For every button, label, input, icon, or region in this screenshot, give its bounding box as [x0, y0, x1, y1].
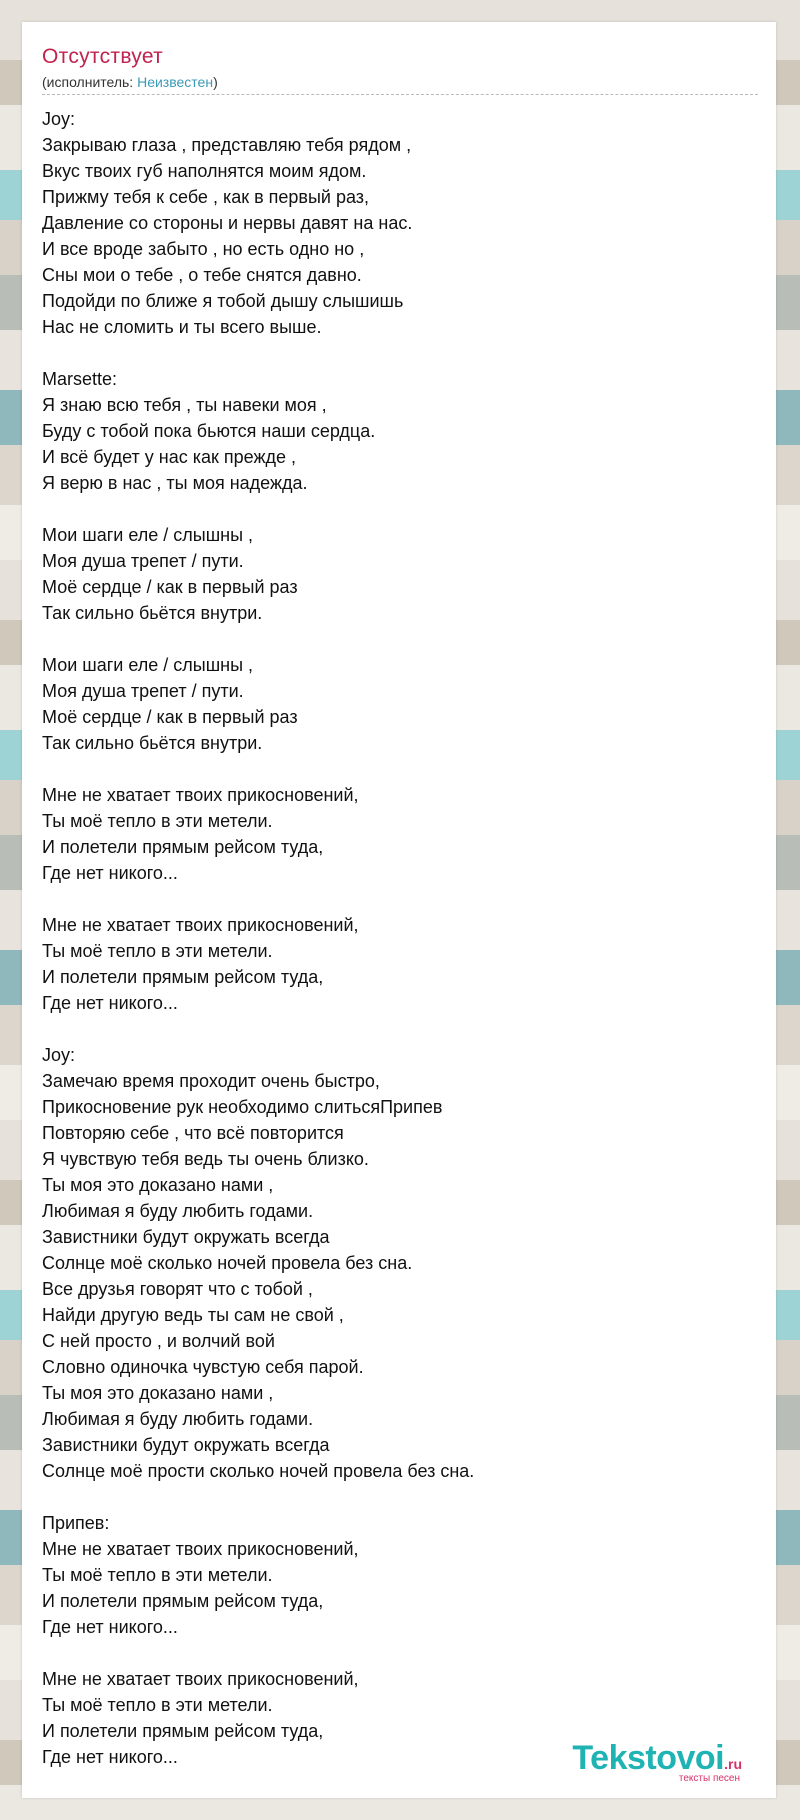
- lyric-line: Завистники будут окружать всегда: [42, 1435, 330, 1455]
- lyric-line: [42, 1640, 758, 1666]
- lyrics-text: [42, 106, 758, 1770]
- lyric-line: И полетели прямым рейсом туда,: [42, 1591, 324, 1611]
- lyric-line: Ты моё тепло в эти метели.: [42, 941, 273, 961]
- artist-line: [42, 72, 758, 92]
- lyric-line: Мне не хватает твоих прикосновений,: [42, 915, 359, 935]
- lyric-line: Вкус твоих губ наполнятся моим ядом.: [42, 161, 367, 181]
- lyric-line: И полетели прямым рейсом туда,: [42, 837, 324, 857]
- artist-link[interactable]: Неизвестен: [137, 74, 214, 90]
- lyric-line: Давление со стороны и нервы давят на нас.: [42, 213, 413, 233]
- song-title: Отсутствует: [42, 45, 164, 68]
- lyric-line: [42, 756, 758, 782]
- lyric-line: Найди другую ведь ты сам не свой ,: [42, 1305, 344, 1325]
- lyric-line: Joy:: [42, 1045, 76, 1065]
- lyric-line: [42, 496, 758, 522]
- song-header: [42, 42, 758, 95]
- lyric-line: [42, 1016, 758, 1042]
- lyric-line: С ней просто , и волчий вой: [42, 1331, 275, 1351]
- lyric-line: Любимая я буду любить годами.: [42, 1201, 314, 1221]
- lyric-line: Мне не хватает твоих прикосновений,: [42, 1669, 359, 1689]
- lyric-line: И полетели прямым рейсом туда,: [42, 967, 324, 987]
- lyric-line: Где нет никого...: [42, 1747, 178, 1767]
- lyric-line: Замечаю время проходит очень быстро,: [42, 1071, 380, 1091]
- lyric-line: Я знаю всю тебя , ты навеки моя ,: [42, 395, 327, 415]
- lyric-line: И всё будет у нас как прежде ,: [42, 447, 297, 467]
- lyric-line: Так сильно бьётся внутри.: [42, 733, 263, 753]
- lyric-line: Закрываю глаза , представляю тебя рядом ,: [42, 135, 412, 155]
- lyric-line: Где нет никого...: [42, 863, 178, 883]
- site-logo[interactable]: [572, 1741, 742, 1784]
- lyric-line: Где нет никого...: [42, 1617, 178, 1637]
- lyric-line: Подойди по ближе я тобой дышу слышишь: [42, 291, 404, 311]
- lyric-line: Буду с тобой пока бьются наши сердца.: [42, 421, 376, 441]
- lyric-line: И все вроде забыто , но есть одно но ,: [42, 239, 365, 259]
- lyric-line: Joy:: [42, 109, 76, 129]
- logo-tagline: тексты песен: [678, 1773, 740, 1784]
- lyric-line: Сны мои о тебе , о тебе снятся давно.: [42, 265, 362, 285]
- lyric-line: И полетели прямым рейсом туда,: [42, 1721, 324, 1741]
- lyric-line: Солнце моё прости сколько ночей провела без сна.: [42, 1461, 475, 1481]
- lyric-line: [42, 886, 758, 912]
- lyric-line: Солнце моё сколько ночей провела без сна.: [42, 1253, 413, 1273]
- lyric-line: Припев:: [42, 1513, 110, 1533]
- lyric-line: [42, 1484, 758, 1510]
- lyric-line: Так сильно бьётся внутри.: [42, 603, 263, 623]
- lyric-line: Мои шаги еле / слышны ,: [42, 655, 254, 675]
- lyric-line: Моё сердце / как в первый раз: [42, 577, 298, 597]
- lyric-line: [42, 340, 758, 366]
- lyric-line: Нас не сломить и ты всего выше.: [42, 317, 322, 337]
- artist-prefix: (исполнитель:: [42, 74, 138, 90]
- lyric-line: Ты моя это доказано нами ,: [42, 1383, 274, 1403]
- lyrics-page: [22, 22, 776, 1798]
- logo-tld: .ru: [724, 1756, 742, 1772]
- lyric-line: Прикосновение рук необходимо слитьсяПрипев: [42, 1097, 443, 1117]
- lyric-line: Ты моё тепло в эти метели.: [42, 811, 273, 831]
- lyric-line: Моя душа трепет / пути.: [42, 681, 244, 701]
- lyric-line: Ты моё тепло в эти метели.: [42, 1565, 273, 1585]
- lyric-line: Я чувствую тебя ведь ты очень близко.: [42, 1149, 369, 1169]
- artist-suffix: ): [213, 74, 218, 90]
- lyric-line: Где нет никого...: [42, 993, 178, 1013]
- logo-name: Tekstovoi: [572, 1739, 725, 1777]
- lyric-line: Моя душа трепет / пути.: [42, 551, 244, 571]
- lyric-line: Ты моё тепло в эти метели.: [42, 1695, 273, 1715]
- lyric-line: Я верю в нас , ты моя надежда.: [42, 473, 308, 493]
- lyric-line: [42, 626, 758, 652]
- lyric-line: Все друзья говорят что с тобой ,: [42, 1279, 313, 1299]
- lyric-line: Завистники будут окружать всегда: [42, 1227, 330, 1247]
- lyric-line: Мне не хватает твоих прикосновений,: [42, 785, 359, 805]
- lyric-line: Повторяю себе , что всё повторится: [42, 1123, 344, 1143]
- lyric-line: Прижму тебя к себе , как в первый раз,: [42, 187, 370, 207]
- lyric-line: Словно одиночка чувстую себя парой.: [42, 1357, 364, 1377]
- lyric-line: Ты моя это доказано нами ,: [42, 1175, 274, 1195]
- lyric-line: Мои шаги еле / слышны ,: [42, 525, 254, 545]
- lyric-line: Marsette:: [42, 369, 118, 389]
- lyric-line: Мне не хватает твоих прикосновений,: [42, 1539, 359, 1559]
- lyric-line: Моё сердце / как в первый раз: [42, 707, 298, 727]
- lyric-line: Любимая я буду любить годами.: [42, 1409, 314, 1429]
